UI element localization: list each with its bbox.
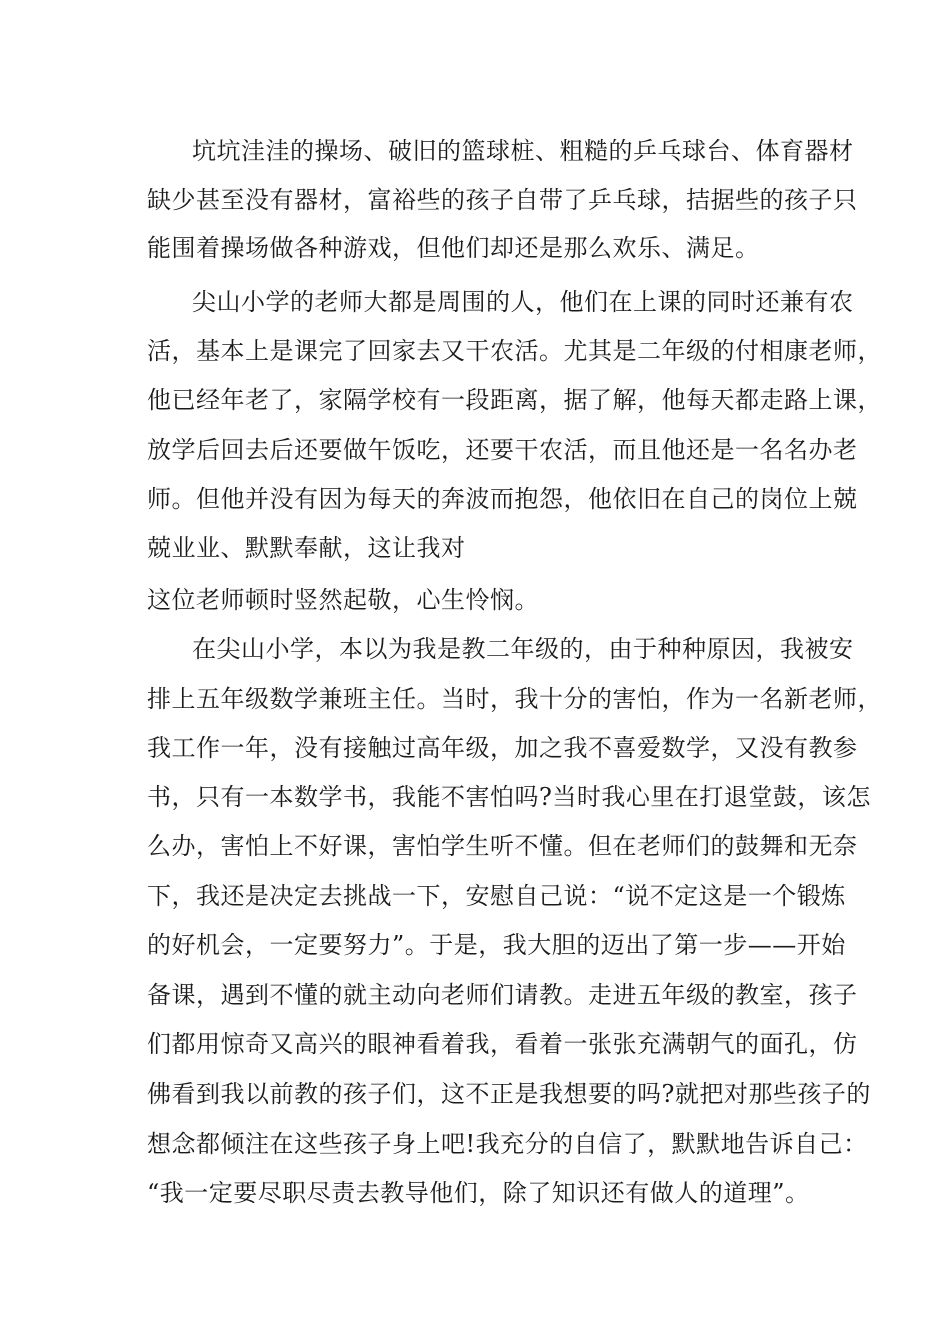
text-line: 这位老师顿时竖然起敬，心生怜悯。 [147,586,539,614]
text-line: 的好机会，一定要努力”。于是，我大胆的迈出了第一步——开始 [147,931,846,959]
text-line: 尖山小学的老师大都是周围的人，他们在上课的同时还兼有农 [192,288,854,316]
text-line: “我一定要尽职尽责去教导他们，除了知识还有做人的道理”。 [147,1179,810,1207]
text-line: 他已经年老了，家隔学校有一段距离，据了解，他每天都走路上课， [147,386,882,414]
text-line: 师。但他并没有因为每天的奔波而抱怨，他依旧在自己的岗位上兢 [147,485,858,513]
text-line: 想念都倾注在这些孩子身上吧!我充分的自信了，默默地告诉自己： [147,1130,868,1158]
text-line: 缺少甚至没有器材，富裕些的孩子自带了乒乓球，拮据些的孩子只 [147,186,858,214]
text-line: 放学后回去后还要做午饭吃，还要干农活，而且他还是一名名办老 [147,436,858,464]
text-line: 备课，遇到不懂的就主动向老师们请教。走进五年级的教室，孩子 [147,981,858,1009]
text-line: 佛看到我以前教的孩子们，这不正是我想要的吗?就把对那些孩子的 [147,1080,871,1108]
text-line: 么办，害怕上不好课，害怕学生听不懂。但在老师们的鼓舞和无奈 [147,832,858,860]
text-line: 我工作一年，没有接触过高年级，加之我不喜爱数学，又没有教参 [147,734,858,762]
text-line: 兢业业、默默奉献，这让我对 [147,534,466,562]
text-line: 下，我还是决定去挑战一下，安慰自己说：“说不定这是一个锻炼 [147,882,846,910]
text-line: 排上五年级数学兼班主任。当时，我十分的害怕，作为一名新老师， [147,685,882,713]
text-line: 书，只有一本数学书，我能不害怕吗?当时我心里在打退堂鼓，该怎 [147,783,871,811]
text-line: 能围着操场做各种游戏，但他们却还是那么欢乐、满足。 [147,234,760,262]
text-line: 活，基本上是课完了回家去又干农活。尤其是二年级的付相康老师， [147,337,882,365]
text-line: 们都用惊奇又高兴的眼神看着我，看着一张张充满朝气的面孔，仿 [147,1030,858,1058]
text-line: 在尖山小学，本以为我是教二年级的，由于种种原因，我被安 [192,635,854,663]
text-line: 坑坑洼洼的操场、破旧的篮球桩、粗糙的乒乓球台、体育器材 [192,137,854,165]
